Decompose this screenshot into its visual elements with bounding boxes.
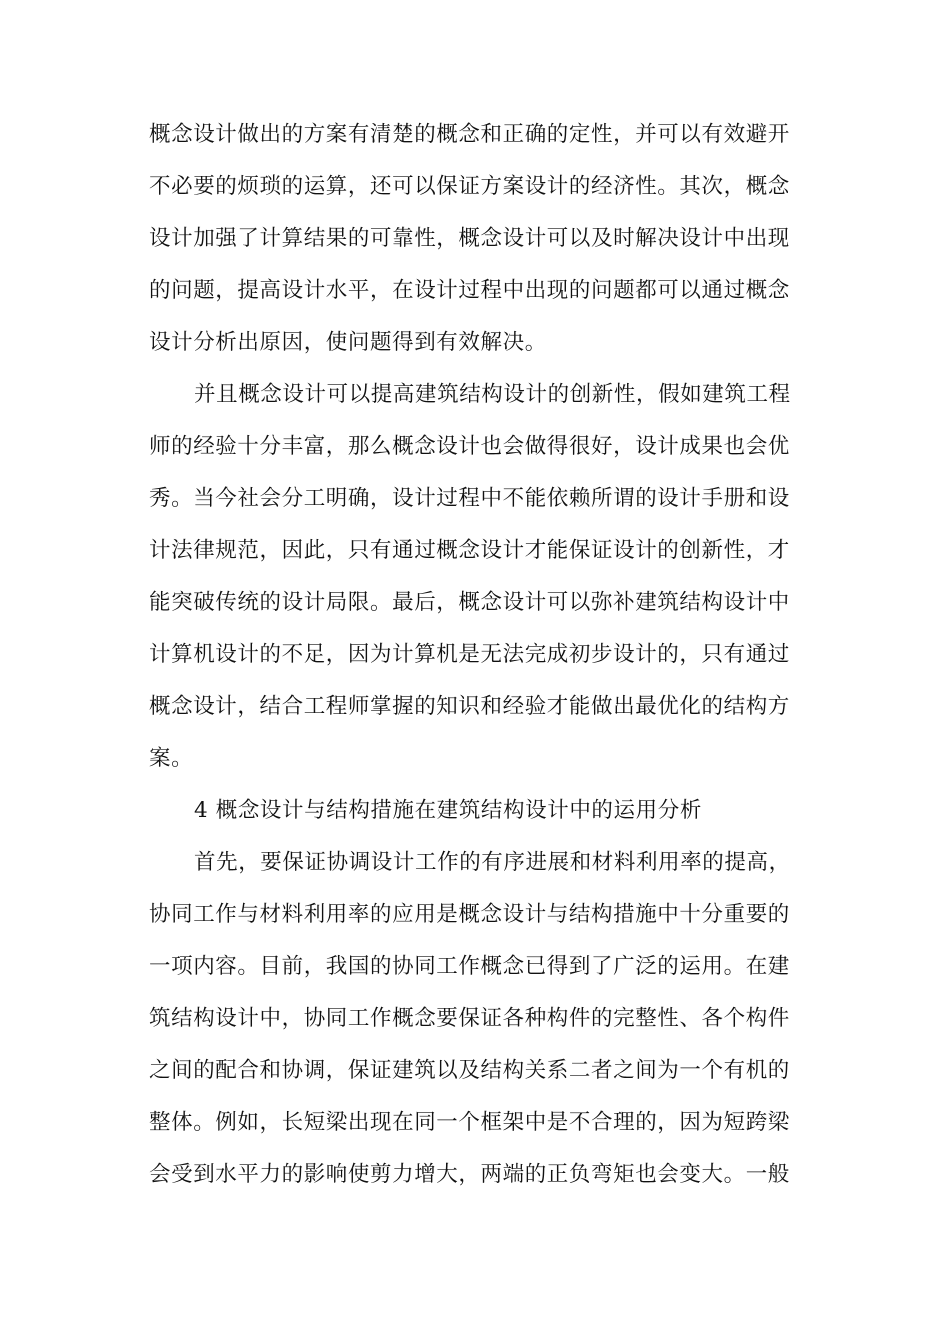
paragraph-3-line-2: 协同工作与材料利用率的应用是概念设计与结构措施中十分重要的: [149, 902, 790, 927]
paragraph-2-line-6: 计算机设计的不足，因为计算机是无法完成初步设计的，只有通过: [149, 642, 790, 667]
paragraph-3-line-7: 会受到水平力的影响使剪力增大，两端的正负弯矩也会变大。一般: [149, 1162, 790, 1187]
paragraph-3-line-3: 一项内容。目前，我国的协同工作概念已得到了广泛的运用。在建: [149, 954, 790, 979]
paragraph-3-line-5: 之间的配合和协调，保证建筑以及结构关系二者之间为一个有机的: [149, 1058, 790, 1083]
section-heading: 4 概念设计与结构措施在建筑结构设计中的运用分析: [194, 798, 702, 823]
paragraph-1-line-5: 设计分析出原因，使问题得到有效解决。: [149, 330, 547, 355]
paragraph-2-line-1: 并且概念设计可以提高建筑结构设计的创新性，假如建筑工程: [194, 382, 791, 407]
paragraph-2-line-2: 师的经验十分丰富，那么概念设计也会做得很好，设计成果也会优: [149, 434, 790, 459]
paragraph-2-line-7: 概念设计，结合工程师掌握的知识和经验才能做出最优化的结构方: [149, 694, 790, 719]
paragraph-2-line-5: 能突破传统的设计局限。最后，概念设计可以弥补建筑结构设计中: [149, 590, 790, 615]
paragraph-1-line-2: 不必要的烦琐的运算，还可以保证方案设计的经济性。其次，概念: [149, 174, 790, 199]
paragraph-3-line-4: 筑结构设计中，协同工作概念要保证各种构件的完整性、各个构件: [149, 1006, 790, 1031]
paragraph-3-line-1: 首先，要保证协调设计工作的有序进展和材料利用率的提高，: [194, 850, 791, 875]
paragraph-2-line-3: 秀。当今社会分工明确，设计过程中不能依赖所谓的设计手册和设: [149, 486, 790, 511]
paragraph-1-line-1: 概念设计做出的方案有清楚的概念和正确的定性，并可以有效避开: [149, 122, 790, 147]
paragraph-2-line-8: 案。: [149, 746, 194, 771]
paragraph-1-line-4: 的问题，提高设计水平，在设计过程中出现的问题都可以通过概念: [149, 278, 790, 303]
paragraph-2-line-4: 计法律规范，因此，只有通过概念设计才能保证设计的创新性，才: [149, 538, 790, 563]
paragraph-3-line-6: 整体。例如，长短梁出现在同一个框架中是不合理的，因为短跨梁: [149, 1110, 790, 1135]
paragraph-1-line-3: 设计加强了计算结果的可靠性，概念设计可以及时解决设计中出现: [149, 226, 790, 251]
